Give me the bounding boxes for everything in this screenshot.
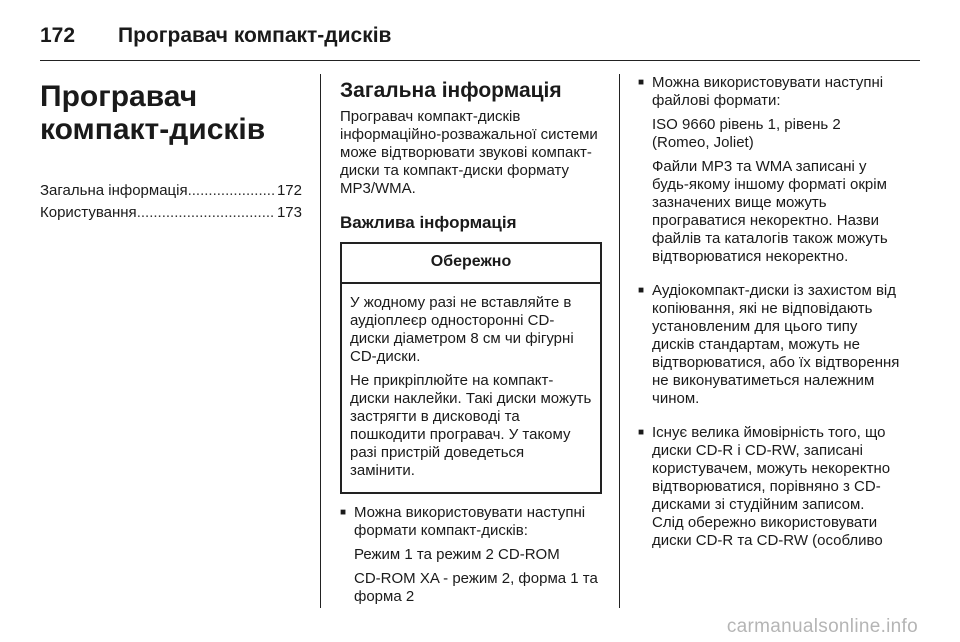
caution-paragraph: Не прикріплюйте на компакт-диски наклейки. Такі диски можуть застрягти в дисководі та пошкодити програвач. У такому разі пристрій доведеться замінити. — [350, 372, 592, 479]
header-title: Програвач компакт-дисків — [118, 24, 392, 47]
column-divider-2 — [619, 74, 620, 608]
chapter-title: Програвач компакт-дисків — [40, 80, 266, 146]
intro-paragraph: Програвач компакт-дисків інформаційно-розважальної системи може відтворювати звукові компакт-диски та компакт-диски формату MP3/WMA. — [340, 108, 598, 197]
column-right — [638, 74, 900, 556]
caution-box — [340, 242, 602, 494]
list-item — [638, 424, 900, 556]
toc-entry-usage[interactable] — [40, 202, 302, 224]
bullet-square-icon: ■ — [638, 427, 645, 438]
caution-title: Обережно — [342, 244, 600, 284]
watermark: carmanualsonline.info — [726, 616, 918, 637]
list-item — [638, 74, 900, 272]
toc-leader — [137, 202, 275, 224]
section-heading: Загальна інформація — [340, 79, 562, 102]
column-left — [40, 74, 302, 224]
bullet-subtext: ISO 9660 рівень 1, рівень 2 (Romeo, Joliet) — [652, 116, 841, 151]
column-divider-1 — [320, 74, 321, 608]
bullet-text: Аудіокомпакт-диски із захистом від копіювання, які не відповідають установленим для цього типу дисків стандартам, можуть не відтворюватися, або їх відтворення не виконуватиметься належним чином. — [652, 282, 900, 407]
bullet-subtext: Режим 1 та режим 2 CD-ROM — [354, 546, 560, 563]
subsection-heading: Важлива інформація — [340, 213, 517, 232]
toc-page: 172 — [276, 182, 302, 199]
caution-paragraph: У жодному разі не вставляйте в аудіоплеєр односторонні CD-диски діаметром 8 см чи фігурні CD-диски. — [350, 294, 574, 365]
bullet-subtext: Файли MP3 та WMA записані у будь-якому іншому форматі окрім зазначених вище можуть програватися некоректно. Назви файлів та каталогів також можуть відтворюватися некоректно. — [652, 158, 888, 265]
page-header — [40, 14, 920, 58]
toc-page: 173 — [276, 204, 302, 221]
bullet-square-icon: ■ — [340, 507, 347, 518]
toc-leader — [188, 180, 275, 202]
list-item — [638, 282, 900, 414]
toc-label: Загальна інформація — [40, 182, 188, 199]
bullet-text: Можна використовувати наступні формати компакт-дисків: — [354, 504, 586, 539]
caution-body — [342, 284, 600, 492]
bullet-text: Існує велика ймовірність того, що диски CD-R і CD-RW, записані користувачем, можуть некоректно відтворюватися, порівняно з CD-дисками зі студійним записом. Слід обережно використовувати диски CD-R та CD-RW (особливо — [652, 424, 891, 549]
toc-entry-general[interactable] — [40, 180, 302, 202]
column-middle — [340, 74, 602, 612]
bullet-square-icon: ■ — [638, 285, 645, 296]
toc-label: Користування — [40, 204, 137, 221]
page-number: 172 — [40, 24, 76, 47]
bullet-text: Можна використовувати наступні файлові формати: — [652, 74, 884, 109]
header-divider — [40, 60, 920, 61]
bullet-square-icon: ■ — [638, 77, 645, 88]
list-item — [340, 504, 602, 612]
bullet-subtext: CD-ROM XA - режим 2, форма 1 та форма 2 — [354, 570, 598, 605]
